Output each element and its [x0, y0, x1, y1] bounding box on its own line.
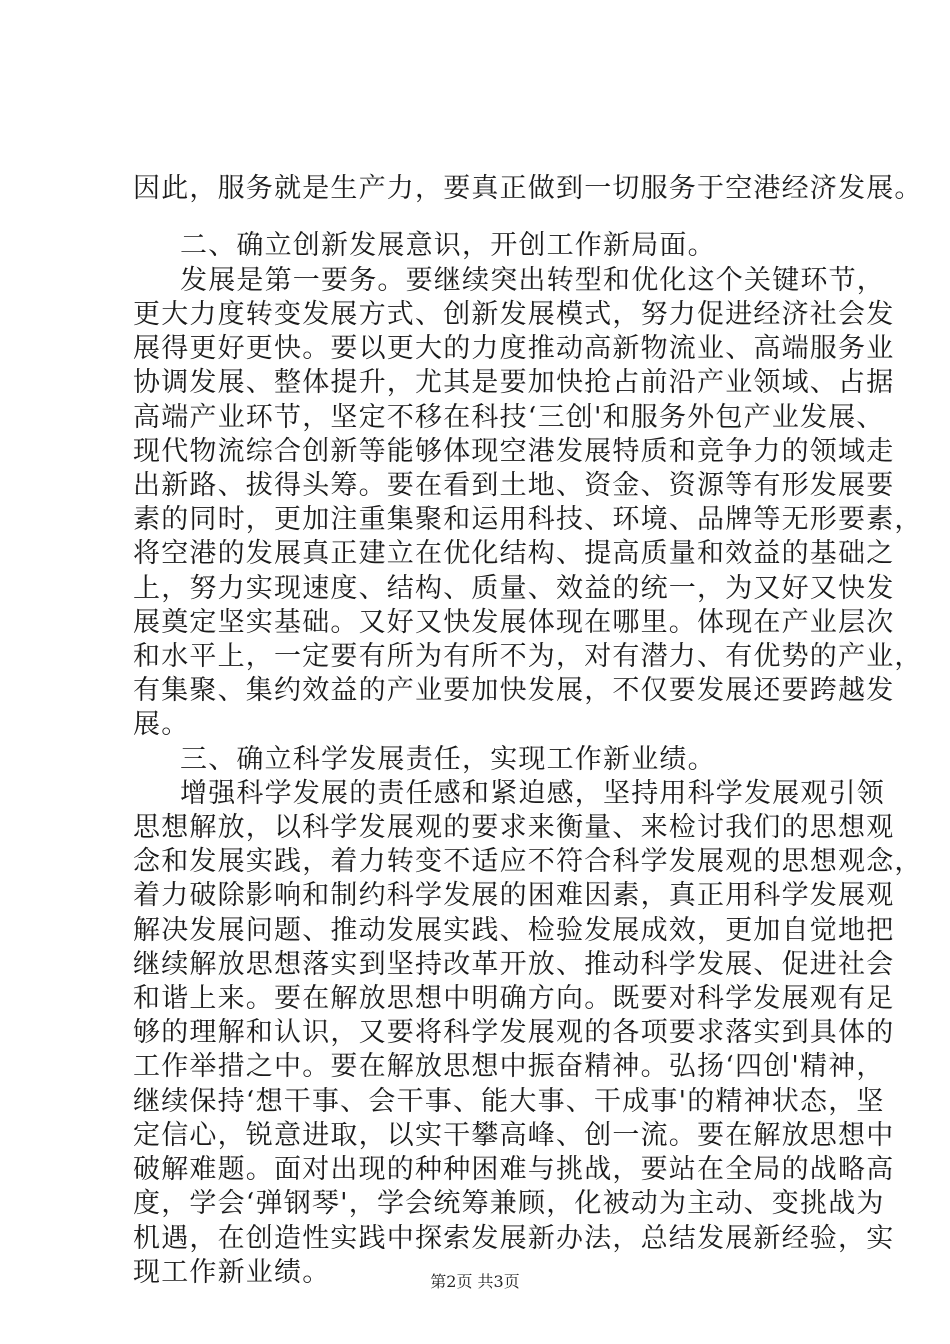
text-line: 思想解放，以科学发展观的要求来衡量、来检讨我们的思想观: [133, 812, 895, 843]
text-line: 继续解放思想落实到坚持改革开放、推动科学发展、促进社会: [133, 949, 895, 980]
text-line: 展奠定坚实基础。又好又快发展体现在哪里。体现在产业层次: [133, 607, 895, 638]
text-line: 素的同时，更加注重集聚和运用科技、环境、品牌等无形要素，: [133, 504, 923, 535]
text-line: 三、确立科学发展责任，实现工作新业绩。: [180, 744, 716, 775]
text-line: 出新路、拔得头筹。要在看到土地、资金、资源等有形发展要: [133, 470, 895, 501]
text-line: 协调发展、整体提升，尤其是要加快抢占前沿产业领域、占据: [133, 367, 895, 398]
text-line: 展。: [133, 709, 190, 740]
text-line: 和水平上，一定要有所为有所不为，对有潜力、有优势的产业，: [133, 641, 923, 672]
text-line: 有集聚、集约效益的产业要加快发展，不仅要发展还要跨越发: [133, 675, 895, 706]
text-line: 展得更好更快。要以更大的力度推动高新物流业、高端服务业: [133, 333, 895, 364]
text-line: 更大力度转变发展方式、创新发展模式，努力促进经济社会发: [133, 299, 895, 330]
text-line: 破解难题。面对出现的种种困难与挑战，要站在全局的战略高: [133, 1154, 895, 1185]
text-line: 增强科学发展的责任感和紧迫感，坚持用科学发展观引领: [180, 778, 885, 809]
text-line: 工作举措之中。要在解放思想中振奋精神。弘扬‘四创'精神，: [133, 1051, 885, 1082]
text-line: 定信心，锐意进取，以实干攀高峰、创一流。要在解放思想中: [133, 1120, 895, 1151]
text-line: 念和发展实践，着力转变不适应不符合科学发展观的思想观念，: [133, 846, 923, 877]
text-line: 够的理解和认识，又要将科学发展观的各项要求落实到具体的: [133, 1017, 895, 1048]
text-line: 高端产业环节，坚定不移在科技‘三创'和服务外包产业发展、: [133, 402, 885, 433]
text-line: 度，学会‘弹钢琴'，学会统筹兼顾，化被动为主动、变挑战为: [133, 1188, 885, 1219]
text-line: 发展是第一要务。要继续突出转型和优化这个关键环节，: [180, 265, 885, 296]
text-line: 现工作新业绩。: [133, 1257, 331, 1288]
text-line: 上，努力实现速度、结构、质量、效益的统一，为又好又快发: [133, 573, 895, 604]
text-line: 着力破除影响和制约科学发展的困难因素，真正用科学发展观: [133, 880, 895, 911]
page-footer: 第2页 共3页: [430, 1272, 520, 1291]
text-line: 和谐上来。要在解放思想中明确方向。既要对科学发展观有足: [133, 983, 895, 1014]
text-line: 现代物流综合创新等能够体现空港发展特质和竞争力的领域走: [133, 436, 895, 467]
text-line: 二、确立创新发展意识，开创工作新局面。: [180, 230, 716, 261]
text-line: 解决发展问题、推动发展实践、检验发展成效，更加自觉地把: [133, 915, 895, 946]
text-line: 继续保持‘想干事、会干事、能大事、干成事'的精神状态，坚: [133, 1086, 885, 1117]
text-line: 机遇，在创造性实践中探索发展新办法，总结发展新经验，实: [133, 1223, 895, 1254]
text-line: 因此，服务就是生产力，要真正做到一切服务于空港经济发展。: [133, 173, 923, 204]
text-line: 将空港的发展真正建立在优化结构、提高质量和效益的基础之: [133, 538, 895, 569]
